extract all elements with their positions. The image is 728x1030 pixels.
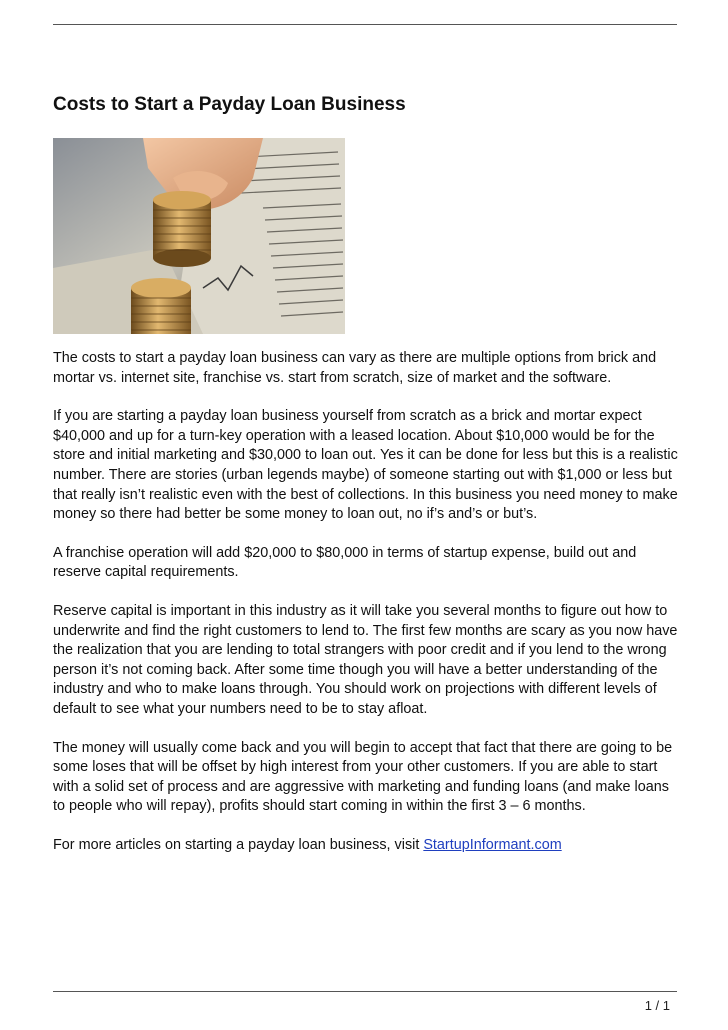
- coins-photo: [53, 138, 345, 334]
- paragraph-closing: [53, 836, 679, 856]
- paragraph-franchise: A franchise operation will add $20,000 to $80,000 in terms of startup expense, build out and reserve capital requirements.: [53, 544, 637, 581]
- closing-text: For more articles on starting a payday loan business, visit: [53, 836, 424, 853]
- bottom-rule: [53, 991, 677, 992]
- article-body: [53, 349, 679, 874]
- top-rule: [53, 24, 677, 25]
- startupinformant-link[interactable]: StartupInformant.com: [423, 836, 562, 853]
- paragraph-profits: The money will usually come back and you will begin to accept that fact that there are going to be some loses that will be offset by high interest from your other customers. If you are able to start with a solid set of process and are aggressive with marketing and funding loans (and make loans to people who will repay), profits should start coming in within the first 3 – 6 months.: [53, 739, 673, 815]
- paragraph-intro: The costs to start a payday loan business can vary as there are multiple options from brick and mortar vs. internet site, franchise vs. start from scratch, size of market and the software.: [53, 350, 657, 386]
- paragraph-reserve-capital: Reserve capital is important in this industry as it will take you several months to figure out how to underwrite and find the right customers to lend to. The first few months are scary as you now have the realization that you are lending to total strangers with poor credit and if you lend to the wrong person it’s not coming back. After some time though you will have a better understanding of the industry and who to make loans through. You should work on projections with different levels of default to see what your numbers need to be to stay afloat.: [53, 602, 678, 717]
- page-title: Costs to Start a Payday Loan Business: [53, 94, 406, 115]
- paragraph-brick-and-mortar: If you are starting a payday loan business yourself from scratch as a brick and mortar expect $40,000 and up for a turn-key operation with a leased location. About $10,000 would be for the store and initial marketing and $30,000 to loan out. Yes it can be done for less but this is a realistic number. There are stories (urban legends maybe) of someone starting out with $1,000 or less but that really isn’t realistic even with the best of collections. In this business you need money to make money so there had better be some money to loan out, no if’s and’s or but’s.: [53, 408, 678, 523]
- page-number: 1 / 1: [644, 998, 670, 1013]
